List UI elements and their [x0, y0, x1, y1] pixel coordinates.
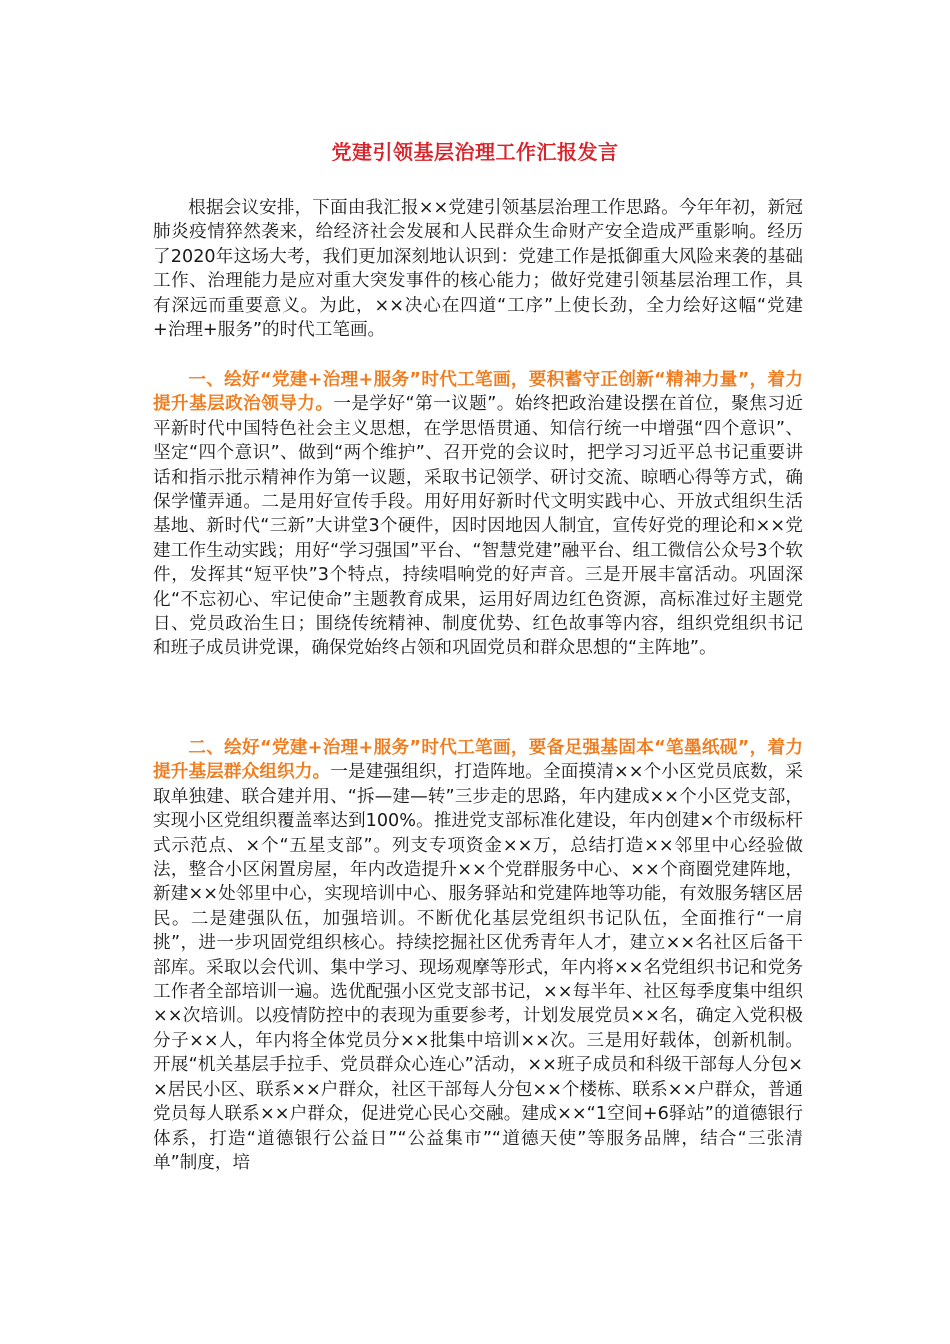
section-heading: 一、绘好“党建+治理+服务”时代工笔画，要积蓄守正创新“精神力量”，着力提升基层政治领导力。 — [153, 370, 803, 415]
paragraph-intro — [153, 196, 803, 342]
section-heading: 二、绘好“党建+治理+服务”时代工笔画，要备足强基固本“笔墨纸砚”，着力提升基层群众组织力。 — [153, 738, 803, 783]
paragraph-text: 根据会议安排，下面由我汇报××党建引领基层治理工作思路。今年年初，新冠肺炎疫情猝然袭来，给经济社会发展和人民群众生命财产安全造成严重影响。经历了2020年这场大考，我们更加深刻地认识到：党建工作是抵御重大风险来袭的基础工作、治理能力是应对重大突发事件的核心能力；做好党建引领基层治理工作，具有深远而重要意义。为此，××决心在四道“工序”上使长劲，全力绘好这幅“党建+治理+服务”的时代工笔画。 — [153, 198, 803, 341]
paragraph-text: 一是建强组织，打造阵地。全面摸清××个小区党员底数，采取单独建、联合建并用、“拆—建—转”三步走的思路，年内建成××个小区党支部，实现小区党组织覆盖率达到100%。推进党支部标准化建设，年内创建×个市级标杆式示范点、×个“五星支部”。列支专项资金××万，总结打造××邻里中心经验做法，整合小区闲置房屋，年内改造提升××个党群服务中心、××个商圈党建阵地，新建××处邻里中心，实现培训中心、服务驿站和党建阵地等功能，有效服务辖区居民。二是建强队伍，加强培训。不断优化基层党组织书记队伍，全面推行“一肩挑”，进一步巩固党组织核心。持续挖掘社区优秀青年人才，建立××名社区后备干部库。采取以会代训、集中学习、现场观摩等形式，年内将××名党组织书记和党务工作者全部培训一遍。选优配强小区党支部书记，××每半年、社区每季度集中组织××次培训。以疫情防控中的表现为重要参考，计划发展党员××名，确定入党积极分子××人，年内将全体党员分××批集中培训××次。三是用好载体，创新机制。开展“机关基层手拉手、党员群众心连心”活动，××班子成员和科级干部每人分包××居民小区、联系××户群众，社区干部每人分包××个楼栋、联系××户群众，普通党员每人联系××户群众，促进党心民心交融。建成××“1空间+6驿站”的道德银行体系，打造“道德银行公益日”“公益集市”“道德天使”等服务品牌，结合“三张清单”制度，培 — [153, 762, 803, 1173]
document-title: 党建引领基层治理工作汇报发言 — [331, 140, 619, 164]
paragraph-text: 一是学好“第一议题”。始终把政治建设摆在首位，聚焦习近平新时代中国特色社会主义思想，在学思悟贯通、知信行统一中增强“四个意识”、坚定“四个意识”、做到“两个维护”、召开党的会议时，把学习习近平总书记重要讲话和指示批示精神作为第一议题，采取书记领学、研讨交流、晾晒心得等方式，确保学懂弄通。二是用好宣传手段。用好用好新时代文明实践中心、开放式组织生活基地、新时代“三新”大讲堂3个硬件，因时因地因人制宜，宣传好党的理论和××党建工作生动实践；用好“学习强国”平台、“智慧党建”融平台、组工微信公众号3个软件，发挥其“短平快”3个特点，持续唱响党的好声音。三是开展丰富活动。巩固深化“不忘初心、牢记使命”主题教育成果，运用好周边红色资源，高标准过好主题党日、党员政治生日；围绕传统精神、制度优势、红色故事等内容，组织党组织书记和班子成员讲党课，确保党始终占领和巩固党员和群众思想的“主阵地”。 — [153, 394, 803, 659]
paragraph-section-2 — [153, 736, 803, 1175]
paragraph-section-1 — [153, 368, 803, 661]
